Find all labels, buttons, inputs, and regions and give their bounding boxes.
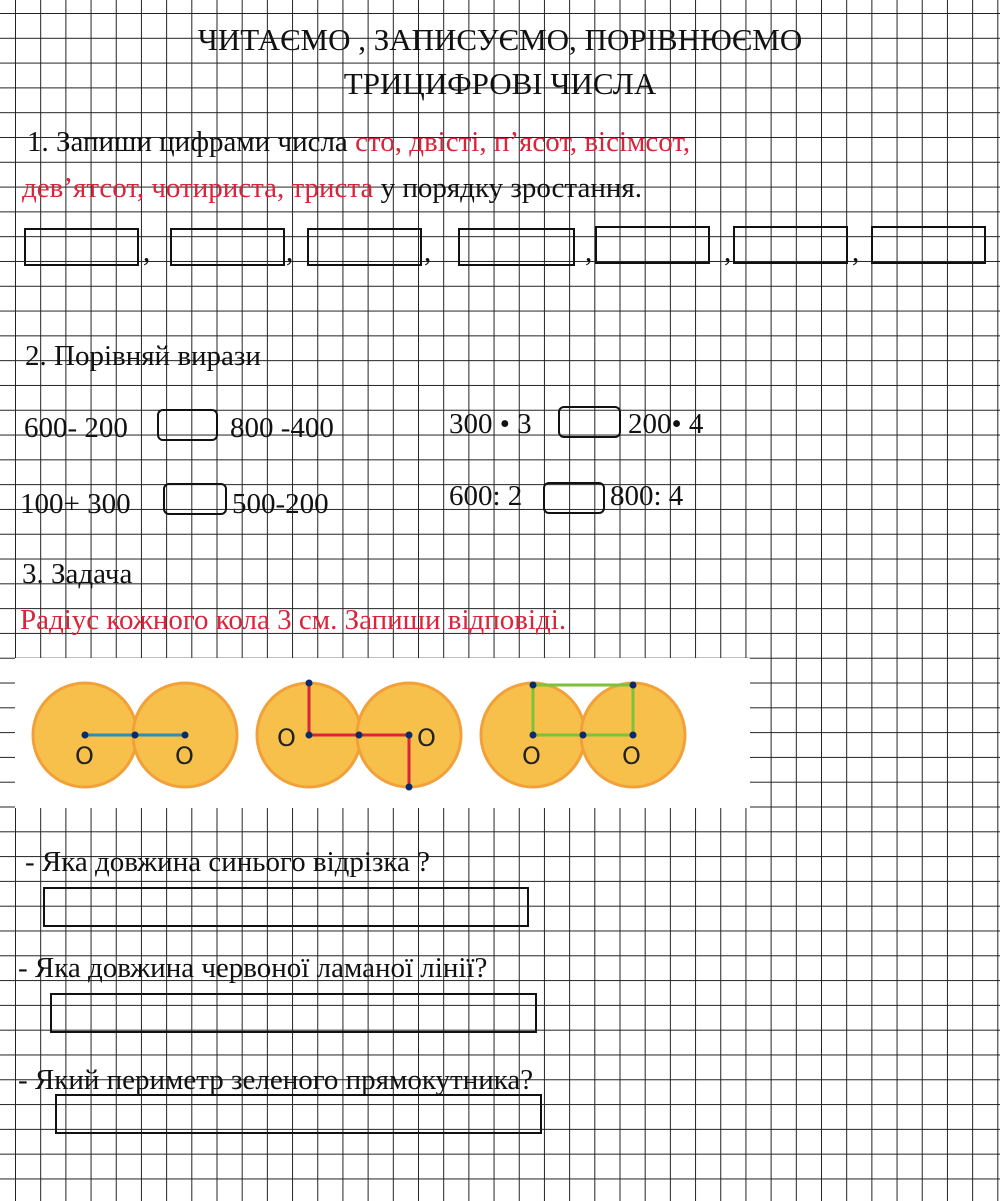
task1-numbers-line1: сто, двісті, п’ясот, вісімсот, <box>355 126 691 158</box>
center-dot <box>530 682 537 689</box>
center-label: О <box>175 742 194 770</box>
task1-prefix: 1. Запиши цифрами числа <box>27 126 356 158</box>
center-label: О <box>277 724 296 752</box>
task2-heading: 2. Порівняй вирази <box>25 340 261 372</box>
answer-box-5[interactable] <box>595 226 710 264</box>
expr-left: 100+ 300 <box>20 488 131 520</box>
answer-box-6[interactable] <box>733 226 848 264</box>
answer-box-2[interactable] <box>170 228 285 266</box>
center-label: О <box>75 742 94 770</box>
answer-box-1[interactable] <box>24 228 139 266</box>
answer-field-1[interactable] <box>43 887 529 927</box>
task1-numbers-line2: дев’ятсот, чотириста, триста <box>22 172 374 204</box>
expr-left: 300 • 3 <box>449 408 532 440</box>
circles-picture <box>15 658 750 808</box>
center-dot <box>182 732 189 739</box>
center-dot <box>406 732 413 739</box>
expr-right: 200• 4 <box>628 408 704 440</box>
compare-box-1[interactable] <box>157 409 218 441</box>
center-dot <box>82 732 89 739</box>
expr-right: 800 -400 <box>230 412 334 444</box>
expr-left: 600: 2 <box>449 480 523 512</box>
compare-box-4[interactable] <box>543 482 605 514</box>
question-1: - Яка довжина синього відрізка ? <box>25 846 431 878</box>
center-label: О <box>417 724 436 752</box>
page-title-line1: ЧИТАЄМО , ЗАПИСУЄМО, ПОРІВНЮЄМО <box>197 22 803 57</box>
comma: , <box>143 236 151 268</box>
question-3: - Який периметр зеленого прямокутника? <box>18 1064 534 1096</box>
task1-suffix: у порядку зростання. <box>373 172 642 204</box>
page-title-line2: ТРИЦИФРОВІ ЧИСЛА <box>343 66 657 101</box>
center-label: О <box>522 742 541 770</box>
answer-box-3[interactable] <box>307 228 422 266</box>
task1-line1 <box>27 126 690 159</box>
compare-box-3[interactable] <box>163 483 227 515</box>
comma: , <box>852 236 860 268</box>
comma: , <box>424 236 432 268</box>
center-dot <box>630 732 637 739</box>
answer-box-7[interactable] <box>871 226 986 264</box>
center-dot <box>580 732 587 739</box>
answer-field-2[interactable] <box>50 993 537 1033</box>
comma: , <box>724 236 732 268</box>
center-dot <box>132 732 139 739</box>
center-label: О <box>622 742 641 770</box>
comma: , <box>585 236 593 268</box>
center-dot <box>306 680 313 687</box>
center-dot <box>406 784 413 791</box>
center-dot <box>306 732 313 739</box>
task1-line2 <box>22 172 642 205</box>
center-dot <box>356 732 363 739</box>
expr-right: 800: 4 <box>610 480 684 512</box>
comma: , <box>286 236 294 268</box>
question-2: - Яка довжина червоної ламаної лінії? <box>18 952 488 984</box>
expr-right: 500-200 <box>232 488 329 520</box>
compare-box-2[interactable] <box>558 406 621 438</box>
center-dot <box>530 732 537 739</box>
center-dot <box>630 682 637 689</box>
answer-box-4[interactable] <box>458 228 575 266</box>
answer-field-3[interactable] <box>55 1094 542 1134</box>
task3-heading: 3. Задача <box>22 558 133 590</box>
task3-statement: Радіус кожного кола 3 см. Запиши відповіді. <box>20 604 567 636</box>
expr-left: 600- 200 <box>24 412 128 444</box>
